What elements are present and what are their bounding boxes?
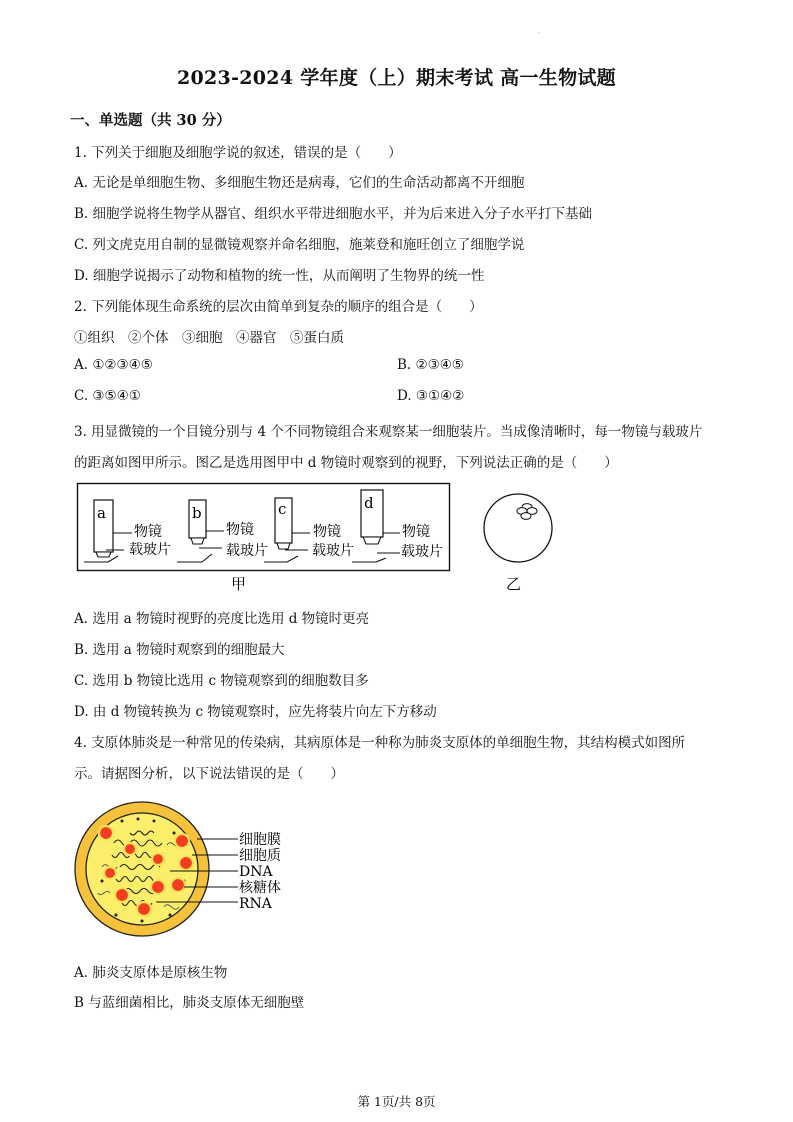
- q1-option-d[interactable]: D. 细胞学说揭示了动物和植物的统一性，从而阐明了生物界的统一性: [74, 268, 485, 284]
- label-cell-membrane: 细胞膜: [239, 832, 281, 848]
- slide-label-c: 载玻片: [312, 543, 354, 559]
- page-title: 2023-2024 学年度（上）期末考试 高一生物试题: [177, 67, 616, 89]
- q1-option-a[interactable]: A. 无论是单细胞生物、多细胞生物还是病毒，它们的生命活动都离不开细胞: [74, 175, 525, 191]
- lens-letter-d: d: [364, 494, 374, 512]
- q3-option-a[interactable]: A. 选用 a 物镜时视野的亮度比选用 d 物镜时更亮: [74, 611, 370, 627]
- q4-stem-line1: 4. 支原体肺炎是一种常见的传染病，其病原体是一种称为肺炎支原体的单细胞生物，其结构模式如图所: [74, 735, 686, 751]
- objective-d: [352, 490, 443, 562]
- q2-items: ①组织 ②个体 ③细胞 ④器官 ⑤蛋白质: [74, 330, 344, 346]
- objective-label-a: 物镜: [134, 524, 162, 540]
- q3-option-b[interactable]: B. 选用 a 物镜时观察到的细胞最大: [74, 642, 285, 658]
- ribosome: [151, 880, 165, 894]
- objective-c: [264, 498, 354, 562]
- q3-option-c[interactable]: C. 选用 b 物镜比选用 c 物镜观察到的细胞数目多: [74, 673, 369, 689]
- mycoplasma-figure: [72, 797, 312, 941]
- q4-option-a[interactable]: A. 肺炎支原体是原核生物: [74, 965, 228, 981]
- objective-label-b: 物镜: [226, 522, 254, 538]
- cell-in-view: [521, 513, 531, 520]
- q2-option-b[interactable]: B. ②③④⑤: [397, 357, 464, 373]
- q4-option-b[interactable]: B 与蓝细菌相比，肺炎支原体无细胞壁: [74, 995, 305, 1011]
- slide-label-a: 载玻片: [129, 542, 171, 558]
- ribosome: [99, 826, 113, 840]
- corner-dot: .: [538, 28, 540, 35]
- q1-option-c[interactable]: C. 列文虎克用自制的显微镜观察并命名细胞，施莱登和施旺创立了细胞学说: [74, 237, 525, 253]
- slide-label-b: 载玻片: [226, 543, 268, 559]
- q1-option-b[interactable]: B. 细胞学说将生物学从器官、组织水平带进细胞水平，并为后来进入分子水平打下基础: [74, 206, 593, 222]
- objective-label-d: 物镜: [402, 524, 430, 540]
- ribosome: [104, 867, 116, 879]
- label-rna: RNA: [239, 896, 272, 912]
- q3-stem-line2: 的距离如图甲所示。图乙是选用图甲中 d 物镜时观察到的视野，下列说法正确的是（ ）: [74, 455, 618, 471]
- ribosome: [124, 843, 136, 855]
- label-cytoplasm: 细胞质: [239, 848, 281, 864]
- microscope-figure: [72, 478, 572, 596]
- q2-option-d[interactable]: D. ③①④②: [397, 388, 465, 404]
- q1-stem: 1. 下列关于细胞及细胞学说的叙述，错误的是（ ）: [74, 145, 402, 161]
- ribosome: [171, 878, 185, 892]
- field-of-view: [484, 494, 552, 562]
- section-heading: 一、单选题（共 30 分）: [70, 112, 231, 129]
- objective-label-c: 物镜: [313, 524, 341, 540]
- caption-jia: 甲: [231, 575, 247, 593]
- lens-letter-c: c: [278, 500, 287, 518]
- ribosome: [179, 856, 193, 870]
- q2-stem: 2. 下列能体现生命系统的层次由简单到复杂的顺序的组合是（ ）: [74, 299, 483, 315]
- ribosome: [137, 902, 151, 916]
- label-dna: DNA: [239, 864, 273, 880]
- slide-label-d: 载玻片: [401, 544, 443, 560]
- lens-letter-a: a: [97, 504, 106, 522]
- q3-option-d[interactable]: D. 由 d 物镜转换为 c 物镜观察时，应先将装片向左下方移动: [74, 704, 437, 720]
- lens-letter-b: b: [192, 504, 202, 522]
- q2-option-a[interactable]: A. ①②③④⑤: [74, 357, 153, 373]
- label-ribosome: 核糖体: [239, 880, 281, 896]
- q4-stem-line2: 示。请据图分析，以下说法错误的是（ ）: [74, 766, 344, 782]
- page-footer: 第 1页/共 8页: [357, 1094, 436, 1109]
- objective-a: [84, 500, 171, 562]
- ribosome: [175, 834, 189, 848]
- caption-yi: 乙: [506, 575, 522, 593]
- objective-b: [177, 500, 268, 562]
- q3-stem-line1: 3. 用显微镜的一个目镜分别与 4 个不同物镜组合来观察某一细胞装片。当成像清晰时，每一物镜与载玻片: [74, 424, 703, 440]
- ribosome: [152, 853, 164, 865]
- q2-option-c[interactable]: C. ③⑤④①: [74, 388, 141, 404]
- ribosome: [115, 888, 129, 902]
